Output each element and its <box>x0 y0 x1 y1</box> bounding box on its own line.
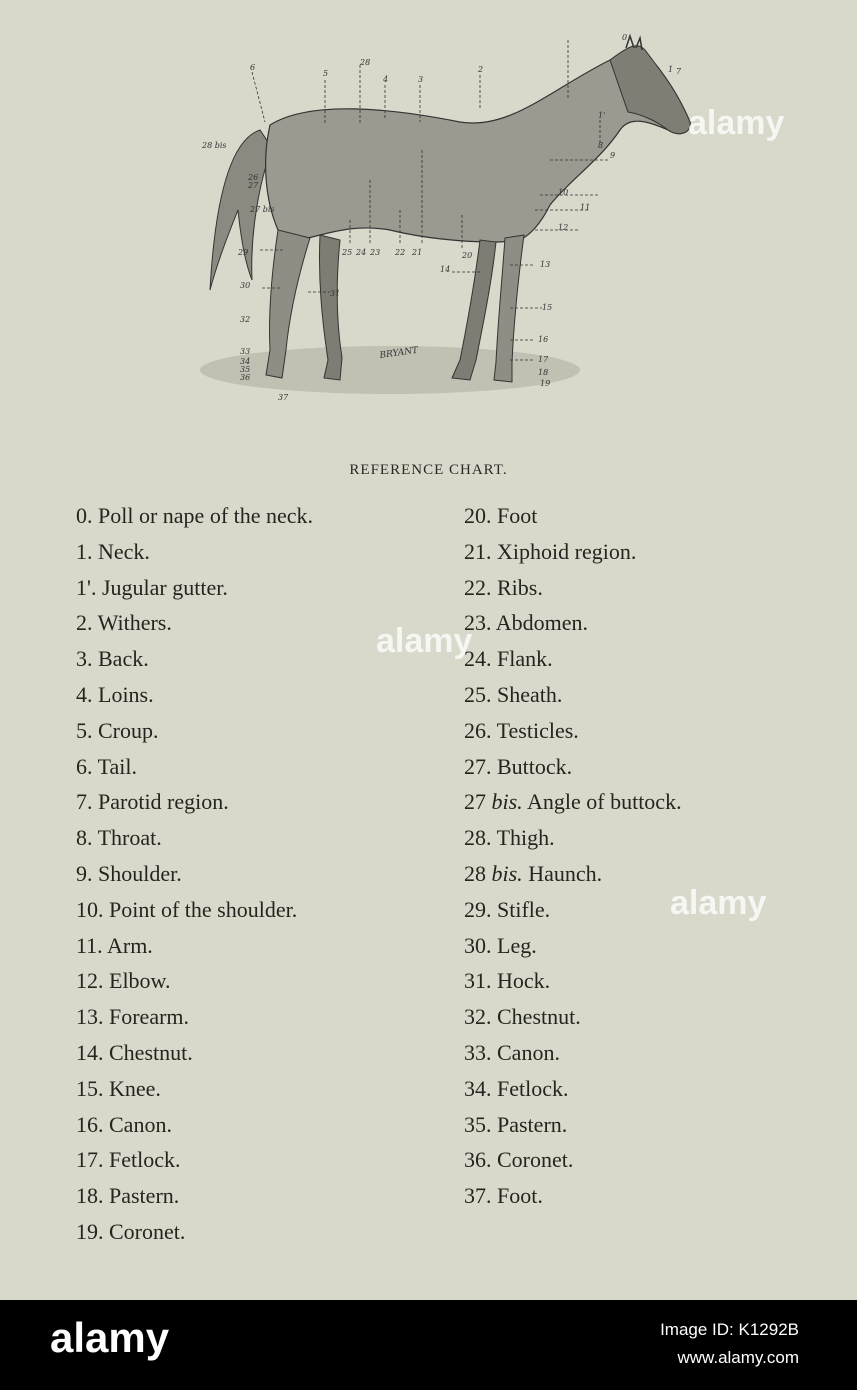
part-number-label: 33 <box>240 347 251 356</box>
reference-label: Arm. <box>106 932 153 958</box>
reference-number: 0. <box>76 503 93 528</box>
engraver-signature: BRYANT <box>379 345 419 361</box>
reference-number: 30. <box>464 932 492 958</box>
reference-label: Angle of buttock. <box>526 789 682 815</box>
reference-number: 20. <box>464 503 492 528</box>
site-url-text: www.alamy.com <box>677 1348 799 1367</box>
part-number-label: 16 <box>538 335 549 344</box>
reference-item <box>76 570 456 606</box>
reference-item <box>464 963 844 999</box>
reference-label: Foot. <box>497 1183 543 1209</box>
reference-number: 1'. <box>76 574 97 600</box>
part-number-label: 34 <box>240 357 251 366</box>
part-number-label: 32 <box>240 315 251 324</box>
reference-item <box>464 534 844 570</box>
reference-label: Canon. <box>497 1039 560 1065</box>
reference-label: Sheath. <box>497 681 563 707</box>
reference-label: Leg. <box>497 932 537 958</box>
part-number-label: 36 <box>240 373 251 382</box>
reference-label: Chestnut. <box>109 1039 193 1065</box>
reference-item <box>76 713 456 749</box>
part-number-label: 25 <box>342 248 353 257</box>
reference-item <box>464 1035 844 1071</box>
part-number-label: 1 <box>668 65 674 74</box>
reference-label: Point of the shoulder. <box>109 896 298 922</box>
part-number-label: 10 <box>558 188 569 197</box>
reference-label: Stifle. <box>497 896 551 922</box>
reference-label: Hock. <box>497 968 551 994</box>
part-number-label: 20 <box>462 251 473 260</box>
reference-bis: bis. <box>491 860 523 886</box>
reference-item <box>464 784 844 820</box>
reference-item <box>76 534 456 570</box>
reference-label: Coronet. <box>109 1218 186 1244</box>
reference-number: 18. <box>76 1183 104 1209</box>
part-number-label: 17 <box>538 355 549 364</box>
part-number-label: 18 <box>538 368 549 377</box>
reference-item <box>76 677 456 713</box>
reference-label: Thigh. <box>496 825 555 851</box>
part-number-label: 24 <box>356 248 367 257</box>
reference-number: 11. <box>76 932 103 958</box>
part-number-label: 1' <box>598 111 606 120</box>
part-number-label: 12 <box>558 223 569 232</box>
reference-label: Parotid region. <box>98 789 229 815</box>
part-number-label: 37 <box>278 393 289 402</box>
reference-item <box>76 1214 456 1250</box>
reference-number: 22. <box>464 574 492 600</box>
part-number-label: 14 <box>440 265 451 274</box>
chart-title: REFERENCE CHART. <box>349 462 508 478</box>
reference-label: Poll or nape of the neck. <box>98 503 314 528</box>
reference-number: 24. <box>464 646 492 672</box>
reference-label: Fetlock. <box>497 1075 569 1101</box>
part-number-label: 31 <box>330 289 341 298</box>
reference-item <box>464 570 844 606</box>
reference-label: Pastern. <box>497 1111 568 1137</box>
part-number-label: 27 <box>248 181 259 190</box>
reference-label: Forearm. <box>109 1004 190 1030</box>
reference-item <box>76 1178 456 1214</box>
reference-item <box>76 892 456 928</box>
reference-item <box>464 749 844 785</box>
part-number-label: 8 <box>598 141 604 150</box>
reference-label: Fetlock. <box>109 1147 181 1173</box>
reference-item <box>464 892 844 928</box>
reference-item <box>76 1035 456 1071</box>
reference-item <box>464 713 844 749</box>
reference-number: 9. <box>76 860 93 886</box>
part-number-label: 27 bis <box>250 205 275 214</box>
reference-item <box>76 1142 456 1178</box>
part-number-label: 26 <box>248 173 259 182</box>
reference-label: Shoulder. <box>98 860 182 886</box>
reference-label: Back. <box>98 646 149 672</box>
part-number-label: 15 <box>542 303 553 312</box>
part-number-label: 28 <box>360 58 371 67</box>
reference-item <box>464 605 844 641</box>
reference-number: 5. <box>76 717 93 743</box>
reference-label: Canon. <box>109 1111 172 1137</box>
reference-item <box>76 1071 456 1107</box>
reference-item <box>464 999 844 1035</box>
reference-number: 28 <box>464 860 486 886</box>
reference-number: 34. <box>464 1075 492 1101</box>
reference-label: Knee. <box>109 1075 161 1101</box>
reference-item <box>76 963 456 999</box>
reference-number: 37. <box>464 1183 492 1209</box>
part-number-label: 22 <box>395 248 406 257</box>
part-number-label: 30 <box>240 281 251 290</box>
reference-number: 26. <box>464 717 492 743</box>
reference-number: 2. <box>76 610 93 636</box>
reference-bis: bis. <box>491 789 523 815</box>
part-number-label: 13 <box>540 260 551 269</box>
part-number-label: 11 <box>580 203 591 212</box>
reference-number: 19. <box>76 1218 104 1244</box>
reference-item <box>464 1107 844 1143</box>
reference-label: Abdomen. <box>495 610 589 636</box>
reference-item <box>76 784 456 820</box>
reference-item <box>76 498 456 534</box>
reference-label: Ribs. <box>497 574 543 600</box>
reference-number: 25. <box>464 681 492 707</box>
reference-item <box>76 1107 456 1143</box>
reference-number: 21. <box>464 538 492 564</box>
reference-number: 6. <box>76 753 93 779</box>
reference-number: 8. <box>76 825 93 851</box>
reference-item <box>76 999 456 1035</box>
reference-number: 1. <box>76 538 93 564</box>
part-number-label: 2 <box>478 65 484 74</box>
watermark: alamy <box>376 622 473 660</box>
stock-footer-bar <box>0 1300 857 1390</box>
part-number-label: 23 <box>370 248 381 257</box>
alamy-logo: alamy <box>50 1314 170 1361</box>
reference-number: 3. <box>76 646 93 672</box>
reference-label: Pastern. <box>109 1183 180 1209</box>
reference-item <box>464 928 844 964</box>
reference-number: 33. <box>464 1039 492 1065</box>
part-number-label: 21 <box>412 248 423 257</box>
part-number-label: 6 <box>250 63 256 72</box>
watermark: alamy <box>670 884 767 922</box>
part-number-label: 5 <box>323 69 329 78</box>
reference-list-left <box>76 498 456 1250</box>
reference-number: 7. <box>76 789 93 815</box>
part-number-label: 3 <box>418 75 424 84</box>
reference-item <box>464 1178 844 1214</box>
reference-number: 27 <box>464 789 486 815</box>
reference-number: 27. <box>464 753 492 779</box>
reference-label: Buttock. <box>497 753 573 779</box>
reference-number: 36. <box>464 1147 492 1173</box>
reference-number: 4. <box>76 681 93 707</box>
part-number-label: 4 <box>383 75 389 84</box>
reference-number: 17. <box>76 1147 104 1173</box>
part-number-label: 0 <box>622 33 628 42</box>
reference-label: Elbow. <box>109 968 171 994</box>
reference-label: Chestnut. <box>497 1004 581 1030</box>
reference-label: Withers. <box>97 610 172 636</box>
part-number-label: 29 <box>238 248 249 257</box>
reference-number: 32. <box>464 1004 492 1030</box>
reference-item <box>464 1071 844 1107</box>
reference-label: Testicles. <box>496 717 579 743</box>
reference-number: 15. <box>76 1075 104 1101</box>
reference-number: 14. <box>76 1039 104 1065</box>
reference-number: 12. <box>76 968 104 994</box>
reference-number: 13. <box>76 1004 104 1030</box>
part-number-label: 19 <box>540 379 551 388</box>
reference-item <box>76 856 456 892</box>
reference-number: 16. <box>76 1111 104 1137</box>
reference-label: Xiphoid region. <box>497 538 637 564</box>
reference-item <box>76 749 456 785</box>
reference-label: Haunch. <box>528 860 603 886</box>
part-number-label: 7 <box>676 67 682 76</box>
reference-label: Croup. <box>98 717 159 743</box>
reference-number: 31. <box>464 968 492 994</box>
reference-item <box>464 677 844 713</box>
watermark: alamy <box>688 104 785 142</box>
reference-item <box>464 856 844 892</box>
reference-label: Neck. <box>98 538 150 564</box>
part-number-label: 28 bis <box>202 141 227 150</box>
reference-number: 28. <box>464 825 492 851</box>
reference-label: Throat. <box>97 825 162 851</box>
part-number-label: 9 <box>610 151 616 160</box>
reference-number: 23. <box>464 610 492 636</box>
reference-label: Coronet. <box>497 1147 574 1173</box>
reference-label: Jugular gutter. <box>101 574 228 600</box>
reference-number: 29. <box>464 896 492 922</box>
reference-label: Tail. <box>97 753 138 779</box>
reference-item <box>464 1142 844 1178</box>
reference-item <box>464 498 844 534</box>
part-number-label: 35 <box>240 365 251 374</box>
reference-list-right <box>464 498 844 1214</box>
reference-label: Foot <box>497 503 538 528</box>
image-id-text: Image ID: K1292B <box>660 1320 799 1339</box>
reference-item <box>464 820 844 856</box>
reference-label: Loins. <box>98 681 154 707</box>
reference-item <box>76 928 456 964</box>
reference-number: 35. <box>464 1111 492 1137</box>
horse-anatomy-illustration <box>190 30 710 410</box>
reference-number: 10. <box>76 896 104 922</box>
reference-item <box>464 641 844 677</box>
reference-label: Flank. <box>497 646 553 672</box>
reference-item <box>76 820 456 856</box>
